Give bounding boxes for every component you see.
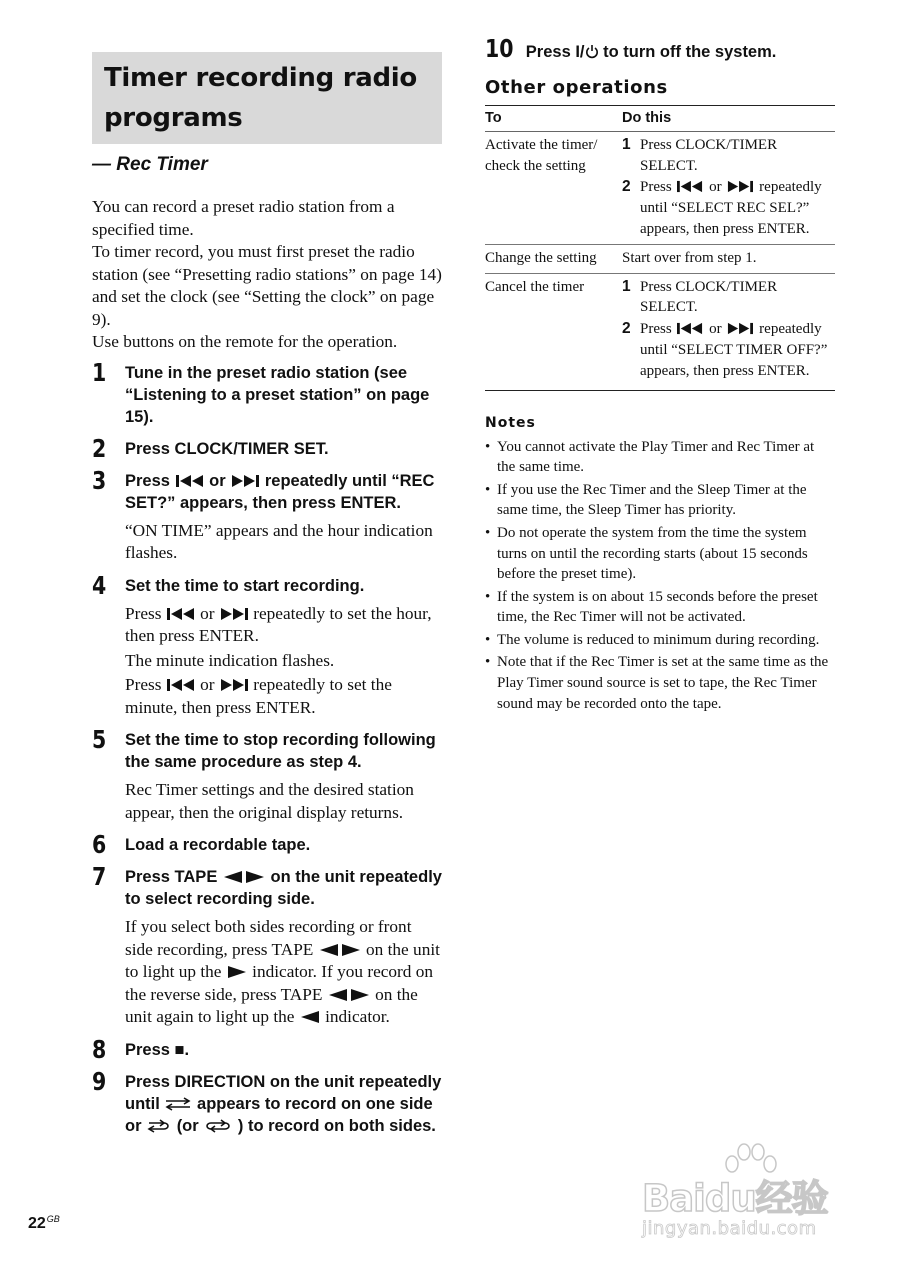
step-3 xyxy=(92,465,442,565)
sub-step-number: 1 xyxy=(622,135,631,153)
notes-list xyxy=(485,437,835,715)
step-heading-part: (or xyxy=(176,1116,199,1135)
step-9 xyxy=(92,1066,442,1137)
sub-step xyxy=(622,277,835,319)
left-column xyxy=(92,52,442,1137)
step-body-text: Rec Timer settings and the desired station appear, then the original display returns. xyxy=(125,780,414,822)
step-number: 4 xyxy=(92,570,107,600)
power-icon xyxy=(585,44,599,59)
step-heading-part: repeatedly until “REC SET?” appears, then press ENTER. xyxy=(125,471,435,512)
tape-direction-icon xyxy=(222,870,266,884)
step-heading-part: Press DIRECTION on the unit repeatedly until xyxy=(125,1072,442,1113)
step-body-text xyxy=(125,674,442,719)
step-heading xyxy=(125,470,442,514)
title-line-2: programs xyxy=(104,103,243,133)
step-8 xyxy=(92,1034,442,1064)
text-part: indicator. xyxy=(325,1007,390,1026)
step-body-text xyxy=(125,916,442,1029)
text-part: indicator. If you record on the reverse side, press TAPE xyxy=(125,962,434,1004)
step-heading-part: to turn off the system. xyxy=(603,43,777,61)
text-part: Press xyxy=(125,603,162,623)
page-number xyxy=(28,1214,60,1233)
next-track-icon xyxy=(219,607,249,621)
intro-para-3: Use buttons on the remote for the operation. xyxy=(92,332,398,351)
step-heading: Set the time to stop recording following the same procedure as step 4. xyxy=(125,731,436,771)
table-cell-do: Start over from step 1. xyxy=(622,244,835,273)
step-body-text: The minute indication flashes. xyxy=(125,650,335,670)
step-body-text: “ON TIME” appears and the hour indication flashes. xyxy=(125,520,433,562)
previous-track-icon xyxy=(166,607,196,621)
watermark-url: jingyan.baidu.com xyxy=(642,1218,817,1239)
text-part: or xyxy=(709,179,722,196)
text-part: Press xyxy=(640,179,672,196)
note-item: • Do not operate the system from the time the system turns on until the recording starts (about 15 seconds before the preset time). xyxy=(485,523,835,585)
forward-indicator-icon xyxy=(226,965,248,979)
page-number-value: 22 xyxy=(28,1215,46,1232)
note-item: • If you use the Rec Timer and the Sleep Timer at the same time, the Sleep Timer has priority. xyxy=(485,480,835,522)
step-number: 5 xyxy=(92,725,107,754)
note-item: • You cannot activate the Play Timer and Rec Timer at the same time. xyxy=(485,437,835,479)
sub-step-number: 1 xyxy=(622,277,631,295)
step-heading-part: appears to record on one side or xyxy=(125,1094,433,1135)
watermark xyxy=(640,1148,850,1248)
next-track-icon xyxy=(230,474,260,488)
tape-direction-icon xyxy=(318,943,362,957)
next-track-icon xyxy=(725,322,755,335)
step-7 xyxy=(92,862,442,1029)
previous-track-icon xyxy=(175,474,205,488)
previous-track-icon xyxy=(166,678,196,692)
sub-step xyxy=(622,319,835,381)
step-number: 8 xyxy=(92,1034,107,1064)
step-heading-part: Press I/ xyxy=(525,43,585,61)
page-number-suffix: GB xyxy=(46,1214,60,1224)
step-heading-part: Press TAPE xyxy=(125,868,218,886)
title-box xyxy=(92,52,442,144)
text-part: repeatedly to set the minute, then press ENTER. xyxy=(125,675,392,717)
step-2 xyxy=(92,433,442,463)
step-number: 1 xyxy=(92,357,107,387)
intro-text xyxy=(92,196,442,354)
step-number: 6 xyxy=(92,830,107,859)
step-number: 3 xyxy=(92,465,107,495)
sub-step-text xyxy=(640,319,835,381)
step-heading: Load a recordable tape. xyxy=(125,836,311,854)
previous-track-icon xyxy=(675,180,705,193)
title-line-1: Timer recording radio xyxy=(104,63,417,93)
step-heading-part: ) to record on both sides. xyxy=(237,1116,436,1135)
text-part: Press xyxy=(640,321,672,338)
step-heading xyxy=(125,866,442,910)
table-cell-do xyxy=(622,273,835,390)
intro-para-2: To timer record, you must first preset the radio station (see “Presetting radio stations” on page 14) and set the clock (see “Setting the clock” on page 9). xyxy=(92,242,442,329)
step-heading xyxy=(526,43,777,62)
text-part: on the unit to light up the xyxy=(125,939,440,981)
text-part: Press xyxy=(125,675,162,694)
table-row xyxy=(485,273,835,390)
sub-step-text xyxy=(640,177,835,239)
step-body xyxy=(125,916,442,1029)
other-operations-heading: Other operations xyxy=(485,77,668,98)
step-heading: Tune in the preset radio station (see “Listening to a preset station” on page 15). xyxy=(125,363,430,426)
step-1 xyxy=(92,357,442,428)
step-heading-part: or xyxy=(209,471,226,490)
right-column xyxy=(485,34,835,716)
watermark-brand: Baidu经验 xyxy=(642,1177,828,1220)
both-sides-direction-icon xyxy=(146,1119,172,1133)
sub-step xyxy=(622,135,835,177)
table-cell-do xyxy=(622,131,835,244)
text-part: or xyxy=(200,603,215,623)
step-heading-part: on the unit repeatedly to select recording side. xyxy=(125,868,442,908)
text-part: repeatedly to set the hour, then press ENTER. xyxy=(125,603,432,645)
step-heading xyxy=(125,1071,442,1137)
step-number: 2 xyxy=(92,433,107,463)
text-part: on the unit again to light up the xyxy=(125,984,418,1026)
previous-track-icon xyxy=(675,322,705,335)
table-row xyxy=(485,131,835,244)
sub-step-text: Press CLOCK/TIMER SELECT. xyxy=(640,278,778,316)
table-cell-to: Cancel the timer xyxy=(485,273,622,390)
step-number: 10 xyxy=(485,34,514,63)
reverse-indicator-icon xyxy=(299,1010,321,1024)
step-heading: Press CLOCK/TIMER SET. xyxy=(125,439,329,458)
tape-direction-icon xyxy=(327,988,371,1002)
note-item: • Note that if the Rec Timer is set at the same time as the Play Timer sound source is set to tape, the Rec Timer sound may be recorded onto the tape. xyxy=(485,652,835,714)
note-item: • If the system is on about 15 seconds before the preset time, the Rec Timer will not be activated. xyxy=(485,587,835,629)
next-track-icon xyxy=(219,678,249,692)
table-header-row xyxy=(485,106,835,132)
note-item: • The volume is reduced to minimum during recording. xyxy=(485,630,835,651)
other-operations-table xyxy=(485,105,835,391)
step-heading-part: Press xyxy=(125,471,170,490)
continuous-direction-icon xyxy=(203,1119,233,1133)
sub-step-text: Press CLOCK/TIMER SELECT. xyxy=(640,136,778,174)
page-subtitle: — Rec Timer xyxy=(92,154,208,175)
column-header-do-this: Do this xyxy=(622,106,835,132)
text-part: If you select both sides recording or front side recording, press TAPE xyxy=(125,917,412,959)
table-cell-to: Activate the timer/ check the setting xyxy=(485,131,622,244)
text-part: or xyxy=(200,675,215,694)
notes-heading: Notes xyxy=(485,414,536,431)
step-10 xyxy=(485,34,835,63)
sub-step-number: 2 xyxy=(622,178,631,196)
step-5 xyxy=(92,725,442,824)
sub-step-number: 2 xyxy=(622,320,631,338)
table-cell-to: Change the setting xyxy=(485,244,622,273)
step-number: 7 xyxy=(92,862,107,891)
step-body xyxy=(125,779,442,824)
step-4 xyxy=(92,570,442,720)
text-part: repeatedly until “SELECT TIMER OFF?” appears, then press ENTER. xyxy=(640,321,828,379)
step-body xyxy=(125,603,442,720)
sub-step xyxy=(622,177,835,239)
text-part: or xyxy=(709,321,722,338)
one-side-direction-icon xyxy=(164,1097,192,1111)
column-header-to: To xyxy=(485,106,622,132)
next-track-icon xyxy=(725,180,755,193)
page-title xyxy=(104,58,430,138)
step-body-text xyxy=(125,603,442,648)
table-row xyxy=(485,244,835,273)
intro-para-1: You can record a preset radio station from a specified time. xyxy=(92,197,395,239)
step-heading: Press ■. xyxy=(125,1040,190,1059)
step-6 xyxy=(92,830,442,859)
step-body xyxy=(125,520,442,565)
text-part: repeatedly until “SELECT REC SEL?” appears, then press ENTER. xyxy=(640,179,822,237)
step-number: 9 xyxy=(92,1066,107,1096)
step-heading: Set the time to start recording. xyxy=(125,576,365,595)
